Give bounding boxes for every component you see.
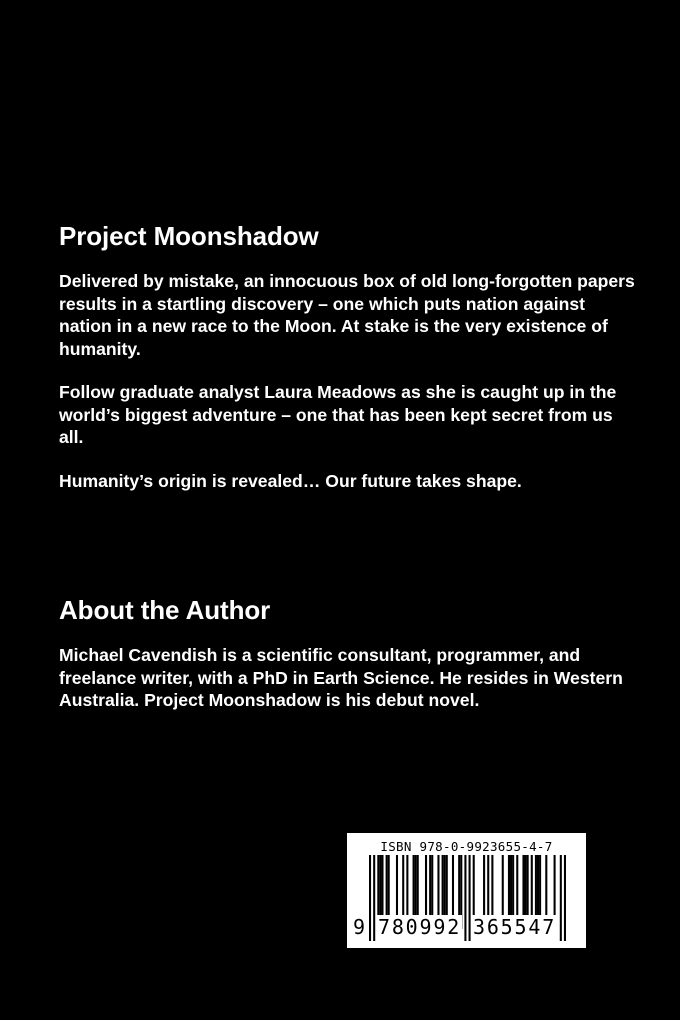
blurb-paragraph-2: Follow graduate analyst Laura Meadows as she is caught up in the world’s biggest adventure – one that has been kept secret from us all. (59, 382, 617, 447)
barcode-right-digits: 365547 (473, 915, 557, 939)
isbn-label: ISBN 978-0-9923655-4-7 (380, 839, 553, 854)
about-author-heading: About the Author (59, 595, 271, 625)
author-bio: Michael Cavendish is a scientific consultant, programmer, and freelance writer, with a PhD in Earth Science. He resides in Western Australia. Project Moonshadow is his debut novel. (59, 645, 623, 710)
book-title-heading: Project Moonshadow (59, 221, 319, 251)
barcode-digits (347, 915, 586, 945)
blurb-paragraph-3: Humanity’s origin is revealed… Our future takes shape. (59, 470, 522, 491)
blurb-paragraph-1: Delivered by mistake, an innocuous box of old long-forgotten papers results in a startling discovery – one which puts nation against nation in a new race to the Moon. At stake is the very existence of humanity. (59, 271, 635, 359)
barcode-left-digits: 780992 (378, 915, 462, 939)
about-author-section (59, 594, 639, 712)
barcode-first-digit: 9 (353, 915, 366, 939)
isbn-barcode (347, 833, 586, 948)
book-blurb (59, 220, 639, 492)
